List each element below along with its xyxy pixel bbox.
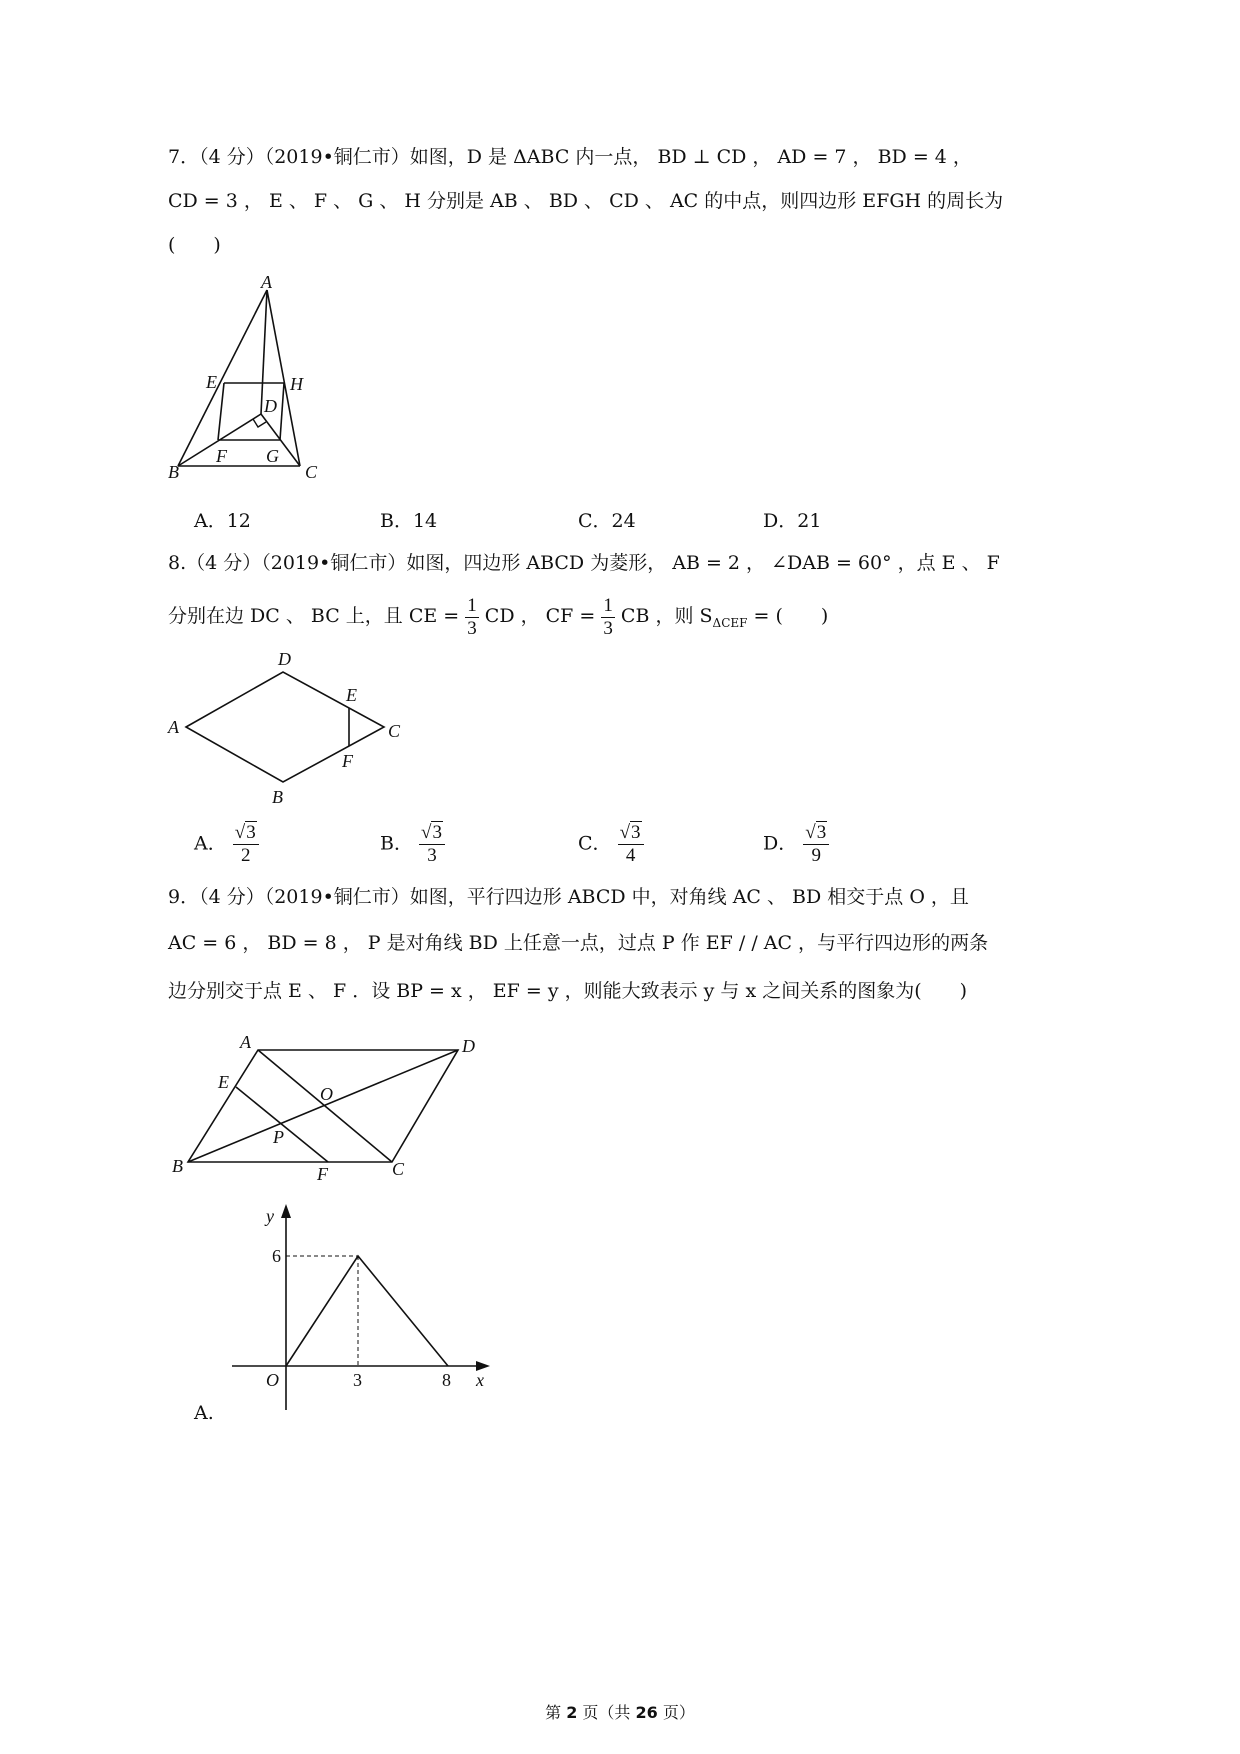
q8-option-c-num: 3 <box>631 822 641 843</box>
q7-option-b: B．14 <box>380 510 438 532</box>
q7-label-H: H <box>290 374 303 394</box>
q8-option-c-letter: C． <box>578 832 612 855</box>
q8-line-1: 8.（4 分）（2019•铜仁市）如图，四边形 ABCD 为菱形， AB = 2 ， ∠DAB = 60° ，点 E 、 F <box>168 552 1000 574</box>
q7-option-d: D．21 <box>763 510 822 532</box>
q7-option-c: C．24 <box>578 510 636 532</box>
q8-label-F: F <box>342 751 353 771</box>
q8-option-b <box>380 822 445 867</box>
q8-rhombus-figure <box>160 645 410 810</box>
footer-prefix: 第 <box>545 1703 567 1722</box>
q9-label-D: D <box>462 1036 475 1056</box>
footer-total-pages: 26 <box>635 1703 658 1722</box>
q9-graph-x-tick-8: 8 <box>442 1370 451 1390</box>
q9-graph-y-axis-label: y <box>266 1206 274 1226</box>
q8-option-a-fraction: $\frac{√3}{2}$ <box>233 822 259 867</box>
q8-fraction-ce <box>465 595 479 640</box>
q9-label-E: E <box>218 1072 229 1092</box>
q8-line-2 <box>168 590 828 642</box>
q9-label-B: B <box>172 1156 183 1176</box>
q9-line-3: 边分别交于点 E 、 F ．设 BP = x ， EF = y ，则能大致表示 y 与 x 之间关系的图象为( ) <box>168 980 968 1002</box>
q8-option-c-den: 4 <box>625 845 636 866</box>
q8-line-2-text-d: = ( ) <box>753 605 829 627</box>
q8-option-d-den: 9 <box>811 845 821 866</box>
q9-label-C: C <box>392 1159 405 1179</box>
q8-label-B: B <box>272 787 283 807</box>
q9-graph-x-axis-label: x <box>476 1370 484 1390</box>
q7-label-D: D <box>264 396 277 416</box>
q9-label-P: P <box>273 1127 284 1147</box>
q8-option-d-num: 3 <box>816 822 827 843</box>
q8-fraction-cf-den: 3 <box>603 617 613 639</box>
footer-page-number: 2 <box>566 1703 578 1722</box>
q8-option-c <box>578 822 644 867</box>
q8-line-2-text-c: CB ，则 S <box>620 605 713 627</box>
q7-label-F: F <box>216 446 227 466</box>
q9-parallelogram-figure <box>160 1030 500 1190</box>
q8-option-d-fraction: $\frac{√3}{9}$ <box>803 822 829 867</box>
q7-label-E: E <box>206 372 217 392</box>
q9-option-a-graph <box>220 1200 500 1420</box>
q7-label-C: C <box>305 462 318 482</box>
q8-option-a-den: 2 <box>241 845 251 866</box>
q9-graph-y-tick-6: 6 <box>272 1246 281 1266</box>
q8-subscript: ΔCEF <box>712 615 748 630</box>
q9-line-2: AC = 6 ， BD = 8 ， P 是对角线 BD 上任意一点，过点 P 作 EF / / AC ，与平行四边形的两条 <box>168 932 989 954</box>
q8-option-a-num: 3 <box>246 822 256 843</box>
q8-fraction-ce-num: 1 <box>467 594 477 616</box>
q8-label-D: D <box>278 649 291 669</box>
q7-triangle-figure <box>160 270 340 490</box>
q8-option-c-fraction: $\frac{√3}{4}$ <box>618 822 644 867</box>
q8-line-2-text-a: 分别在边 DC 、 BC 上，且 CE = <box>168 605 460 627</box>
q9-option-a: A. <box>194 1402 214 1424</box>
q9-graph-x-tick-3: 3 <box>353 1370 362 1390</box>
q8-option-b-num: 3 <box>432 822 442 843</box>
q8-option-a <box>194 822 259 867</box>
q7-line-2: CD = 3 ， E 、 F 、 G 、 H 分别是 AB 、 BD 、 CD 、 AC 的中点，则四边形 EFGH 的周长为 <box>168 190 1004 212</box>
q8-option-d <box>763 822 829 867</box>
q8-option-b-fraction: $\frac{√3}{3}$ <box>419 822 445 867</box>
q8-label-C: C <box>388 721 401 741</box>
q8-label-E: E <box>346 685 357 705</box>
q8-option-b-letter: B． <box>380 832 413 855</box>
footer-middle: 页（共 <box>577 1703 636 1722</box>
q9-label-A: A <box>240 1032 251 1052</box>
q9-label-O: O <box>320 1084 333 1104</box>
q8-fraction-cf-num: 1 <box>603 594 613 616</box>
q7-line-1: 7．（4 分）（2019•铜仁市）如图，D 是 ΔABC 内一点， BD ⊥ CD ， AD = 7 ， BD = 4 ， <box>168 146 972 168</box>
q8-label-A: A <box>168 717 179 737</box>
q8-line-2-text-b: CD ， CF = <box>484 605 596 627</box>
q9-label-F: F <box>317 1164 328 1184</box>
q7-line-3: ( ) <box>168 234 221 256</box>
q9-line-1: 9．（4 分）（2019•铜仁市）如图，平行四边形 ABCD 中，对角线 AC 、 BD 相交于点 O ，且 <box>168 886 969 908</box>
q8-fraction-cf <box>601 595 615 640</box>
q8-option-b-den: 3 <box>427 845 437 866</box>
q8-fraction-ce-den: 3 <box>467 617 477 639</box>
page-footer <box>0 1700 1240 1723</box>
q9-graph-origin-label: O <box>266 1370 279 1390</box>
q7-label-B: B <box>168 462 179 482</box>
q7-label-G: G <box>266 446 279 466</box>
footer-suffix: 页） <box>657 1703 695 1722</box>
q7-option-a: A．12 <box>194 510 251 532</box>
q8-option-a-letter: A． <box>194 832 227 855</box>
q7-label-A: A <box>261 272 272 292</box>
q8-option-d-letter: D． <box>763 832 798 855</box>
